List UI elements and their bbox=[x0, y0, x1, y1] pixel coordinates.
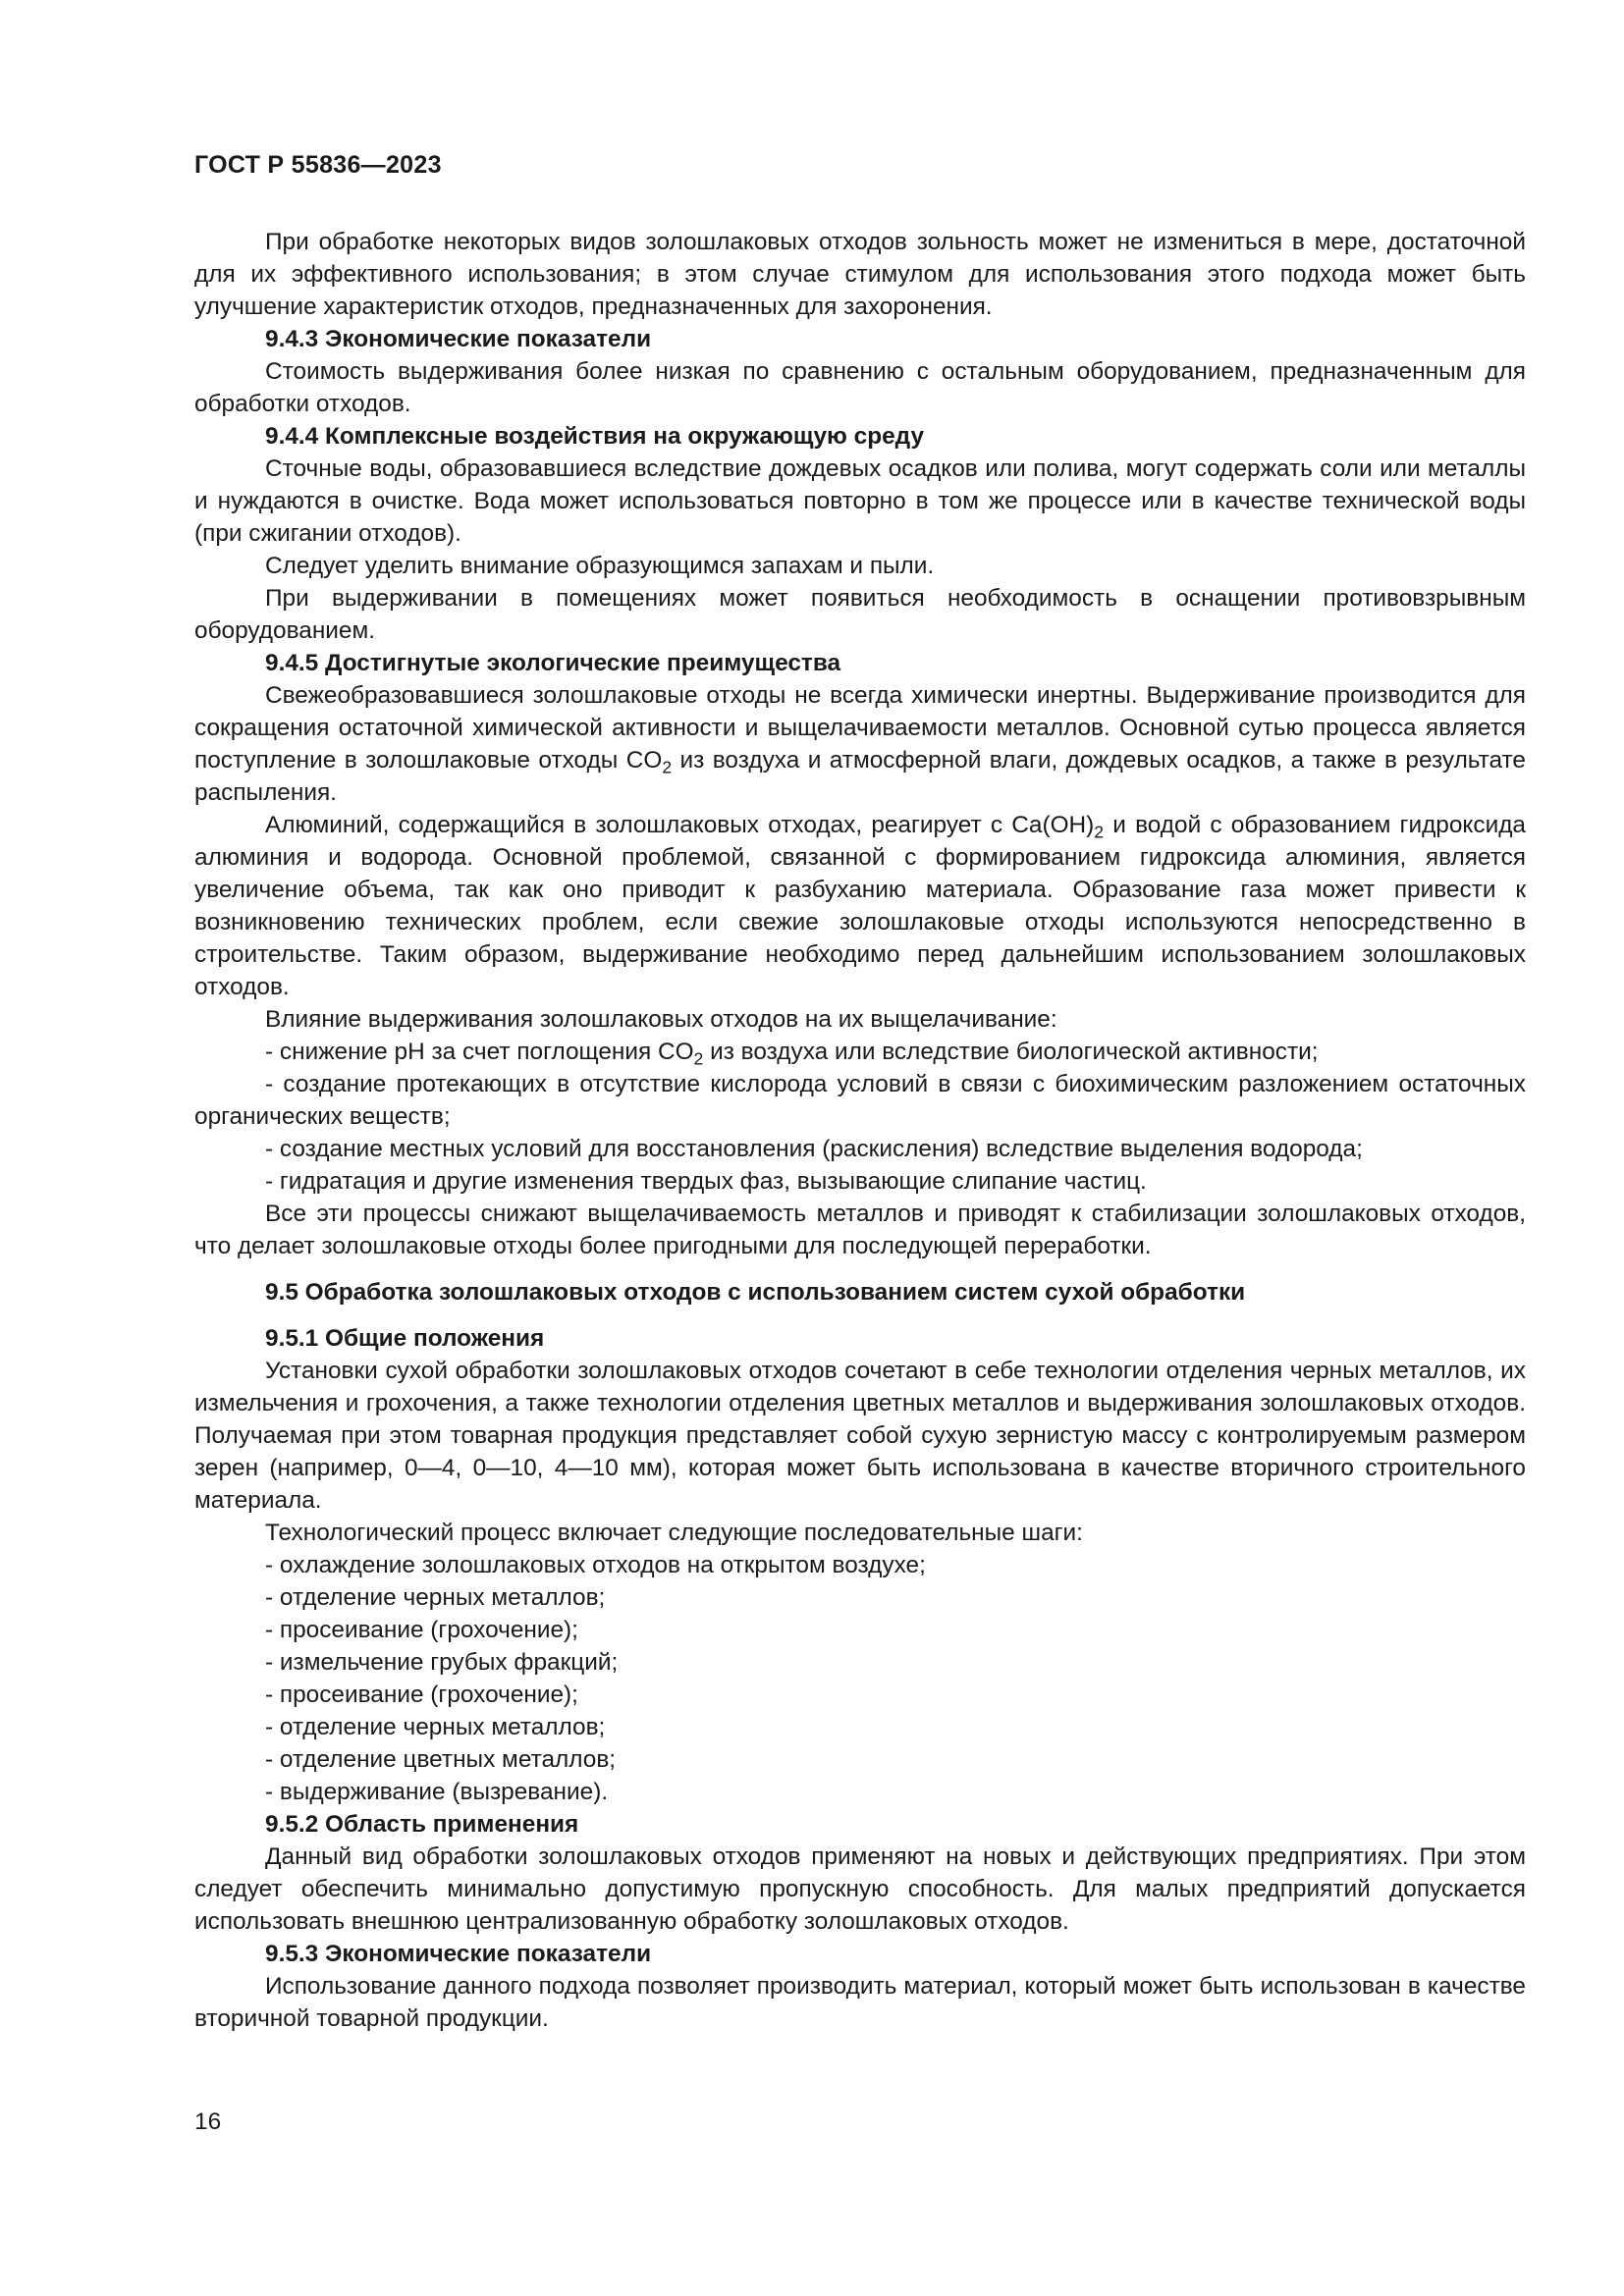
paragraph: Использование данного подхода позволяет производить материал, который может быть использован в качестве вторичной товарной продукции. bbox=[194, 1973, 1526, 2032]
paragraph: Влияние выдерживания золошлаковых отходов на их выщелачивание: bbox=[265, 1006, 1057, 1033]
section-heading-9-5-1: 9.5.1 Общие положения bbox=[265, 1325, 545, 1352]
paragraph: Алюминий, содержащийся в золошлаковых отходах, реагирует с $Ca(OH)_2$ и водой с образованием гидроксида алюминия и водорода. Основной проблемой, связанной с формированием гидроксида алюминия, является увеличение объема, так как оно приводит к разбуханию материала. Образование газа может привести к возникновению технических проблем, если свежие золошлаковые отходы используются непосредственно в строительстве. Таким образом, выдерживание необходимо перед дальнейшим использованием золошлаковых отходов. bbox=[194, 812, 1526, 1000]
section-heading-9-5-2: 9.5.2 Область применения bbox=[265, 1811, 579, 1838]
section-heading-9-5: 9.5 Обработка золошлаковых отходов с использованием систем сухой обработки bbox=[265, 1279, 1246, 1306]
list-item: - просеивание (грохочение); bbox=[265, 1617, 578, 1643]
paragraph: При обработке некоторых видов золошлаковых отходов зольность может не измениться в мере, достаточной для их эффективного использования; в этом случае стимулом для использования этого подхода может быть улучшение характеристик отходов, предназначенных для захоронения. bbox=[194, 229, 1526, 320]
list-item: - отделение черных металлов; bbox=[265, 1584, 606, 1611]
paragraph: Сточные воды, образовавшиеся вследствие дождевых осадков или полива, могут содержать соли или металлы и нуждаются в очистке. Вода может использоваться повторно в том же процессе или в качестве технической воды (при сжигании отходов). bbox=[194, 455, 1526, 547]
section-heading-9-4-3: 9.4.3 Экономические показатели bbox=[265, 326, 652, 352]
page-number: 16 bbox=[194, 2109, 222, 2135]
list-item: - создание местных условий для восстановления (раскисления) вследствие выделения водорода; bbox=[265, 1136, 1363, 1162]
list-item: - отделение черных металлов; bbox=[265, 1714, 606, 1740]
paragraph: Установки сухой обработки золошлаковых отходов сочетают в себе технологии отделения черных металлов, их измельчения и грохочения, а также технологии отделения цветных металлов и выдерживания золошлаковых отходов. Получаемая при этом товарная продукция представляет собой сухую зернистую массу с контролируемым размером зерен (например, 0—4, 0—10, 4—10 мм), которая может быть использована в качестве вторичного строительного материала. bbox=[194, 1358, 1526, 1514]
list-item: - просеивание (грохочение); bbox=[265, 1682, 578, 1708]
paragraph: При выдерживании в помещениях может появиться необходимость в оснащении противовзрывным оборудованием. bbox=[194, 585, 1526, 644]
list-item: - отделение цветных металлов; bbox=[265, 1746, 617, 1773]
paragraph: Все эти процессы снижают выщелачиваемость металлов и приводят к стабилизации золошлаковых отходов, что делает золошлаковые отходы более пригодными для последующей переработки. bbox=[194, 1201, 1526, 1259]
document-header: ГОСТ Р 55836—2023 bbox=[194, 151, 442, 179]
list-item: - выдерживание (вызревание). bbox=[265, 1779, 609, 1805]
list-item: - создание протекающих в отсутствие кислорода условий в связи с биохимическим разложением остаточных органических веществ; bbox=[194, 1071, 1526, 1130]
paragraph: Данный вид обработки золошлаковых отходов применяют на новых и действующих предприятиях. При этом следует обеспечить минимально допустимую пропускную способность. Для малых предприятий допускается использовать внешнюю централизованную обработку золошлаковых отходов. bbox=[194, 1843, 1526, 1935]
paragraph: Следует уделить внимание образующимся запахам и пыли. bbox=[265, 553, 935, 579]
list-item: - гидратация и другие изменения твердых фаз, вызывающие слипание частиц. bbox=[265, 1168, 1147, 1195]
section-heading-9-4-5: 9.4.5 Достигнутые экологические преимущества bbox=[265, 650, 841, 676]
paragraph: Стоимость выдерживания более низкая по сравнению с остальным оборудованием, предназначенным для обработки отходов. bbox=[194, 358, 1526, 417]
list-item: - охлаждение золошлаковых отходов на открытом воздухе; bbox=[265, 1552, 926, 1578]
section-heading-9-4-4: 9.4.4 Комплексные воздействия на окружающую среду bbox=[265, 423, 925, 450]
paragraph: Свежеобразовавшиеся золошлаковые отходы не всегда химически инертны. Выдерживание производится для сокращения остаточной химической активности и выщелачиваемости металлов. Основной сутью процесса является поступление в золошлаковые отходы $CO_2$ из воздуха и атмосферной влаги, дождевых осадков, а также в результате распыления. bbox=[194, 682, 1526, 806]
document-body bbox=[194, 226, 1526, 2035]
list-item: - измельчение грубых фракций; bbox=[265, 1649, 619, 1676]
paragraph: Технологический процесс включает следующие последовательные шаги: bbox=[265, 1520, 1083, 1546]
section-heading-9-5-3: 9.5.3 Экономические показатели bbox=[265, 1941, 652, 1967]
list-item: - снижение pH за счет поглощения $CO_2$ из воздуха или вследствие биологической активности; bbox=[265, 1039, 1319, 1069]
